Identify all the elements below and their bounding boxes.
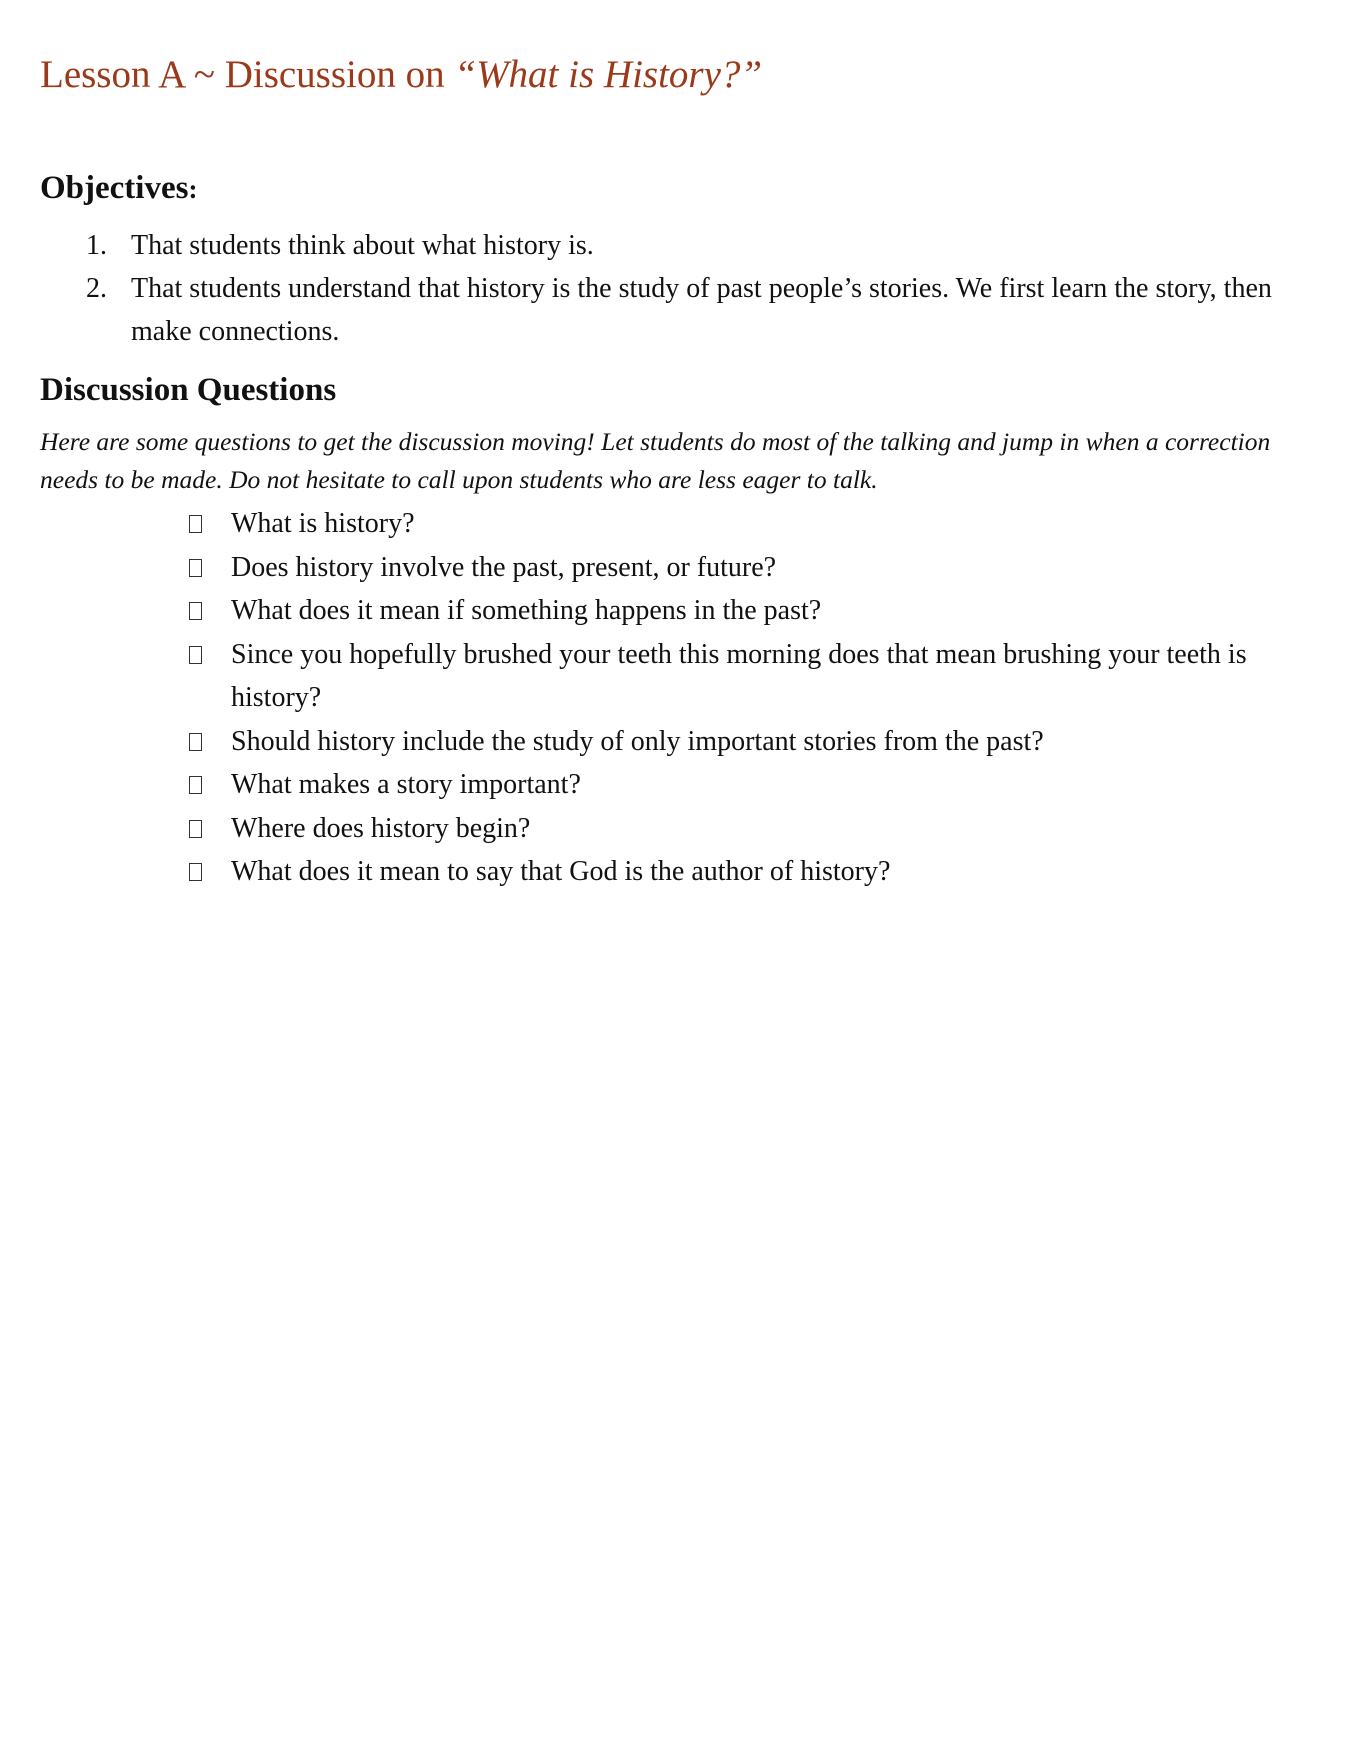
empty-checkbox-icon[interactable]: [189, 733, 202, 751]
question-item: [184, 763, 1294, 807]
question-text: What is history?: [231, 508, 415, 539]
empty-checkbox-icon[interactable]: [189, 646, 202, 664]
question-text: Should history include the study of only important stories from the past?: [231, 725, 1044, 757]
objective-number: 1.: [86, 230, 107, 261]
discussion-questions-list: [184, 502, 1294, 894]
question-item: [184, 850, 1294, 894]
empty-checkbox-icon[interactable]: [189, 515, 202, 533]
objectives-heading-text: Objectives: [40, 170, 189, 206]
question-item: [184, 502, 1294, 546]
lesson-title-emphasis: “What is History?”: [454, 53, 763, 96]
question-item: [184, 589, 1294, 633]
objective-number: 2.: [86, 273, 107, 304]
question-text: Since you hopefully brushed your teeth this morning does that mean brushing your teeth is history?: [231, 638, 1247, 713]
empty-checkbox-icon[interactable]: [189, 863, 202, 881]
question-text: Where does history begin?: [231, 812, 531, 844]
question-item: [184, 546, 1294, 590]
question-item: [184, 633, 1294, 720]
question-text: What makes a story important?: [231, 769, 581, 800]
empty-checkbox-icon[interactable]: [189, 602, 202, 620]
discussion-intro: Here are some questions to get the discussion moving! Let students do most of the talking and jump in when a correction needs to be made. Do not hesitate to call upon students who are less eager to talk.: [40, 427, 1271, 494]
objective-item: [80, 224, 1280, 267]
objective-text: That students think about what history is.: [131, 230, 594, 261]
question-item: [184, 720, 1294, 764]
objective-item: [80, 267, 1280, 353]
empty-checkbox-icon[interactable]: [189, 776, 202, 794]
objectives-heading: [40, 168, 197, 209]
objectives-heading-colon: :: [188, 174, 198, 204]
question-text: What does it mean to say that God is the author of history?: [231, 856, 891, 887]
empty-checkbox-icon[interactable]: [189, 559, 202, 577]
discussion-heading: Discussion Questions: [40, 372, 337, 408]
lesson-title: [40, 50, 762, 100]
empty-checkbox-icon[interactable]: [189, 820, 202, 838]
question-text: Does history involve the past, present, or future?: [231, 551, 777, 583]
objective-text: That students understand that history is the study of past people’s stories. We first learn the story, then make connections.: [131, 273, 1272, 347]
lesson-title-prefix: Lesson A ~ Discussion on: [40, 53, 455, 96]
question-text: What does it mean if something happens in the past?: [231, 595, 822, 626]
question-item: [184, 807, 1294, 851]
objectives-list: [80, 224, 1280, 353]
